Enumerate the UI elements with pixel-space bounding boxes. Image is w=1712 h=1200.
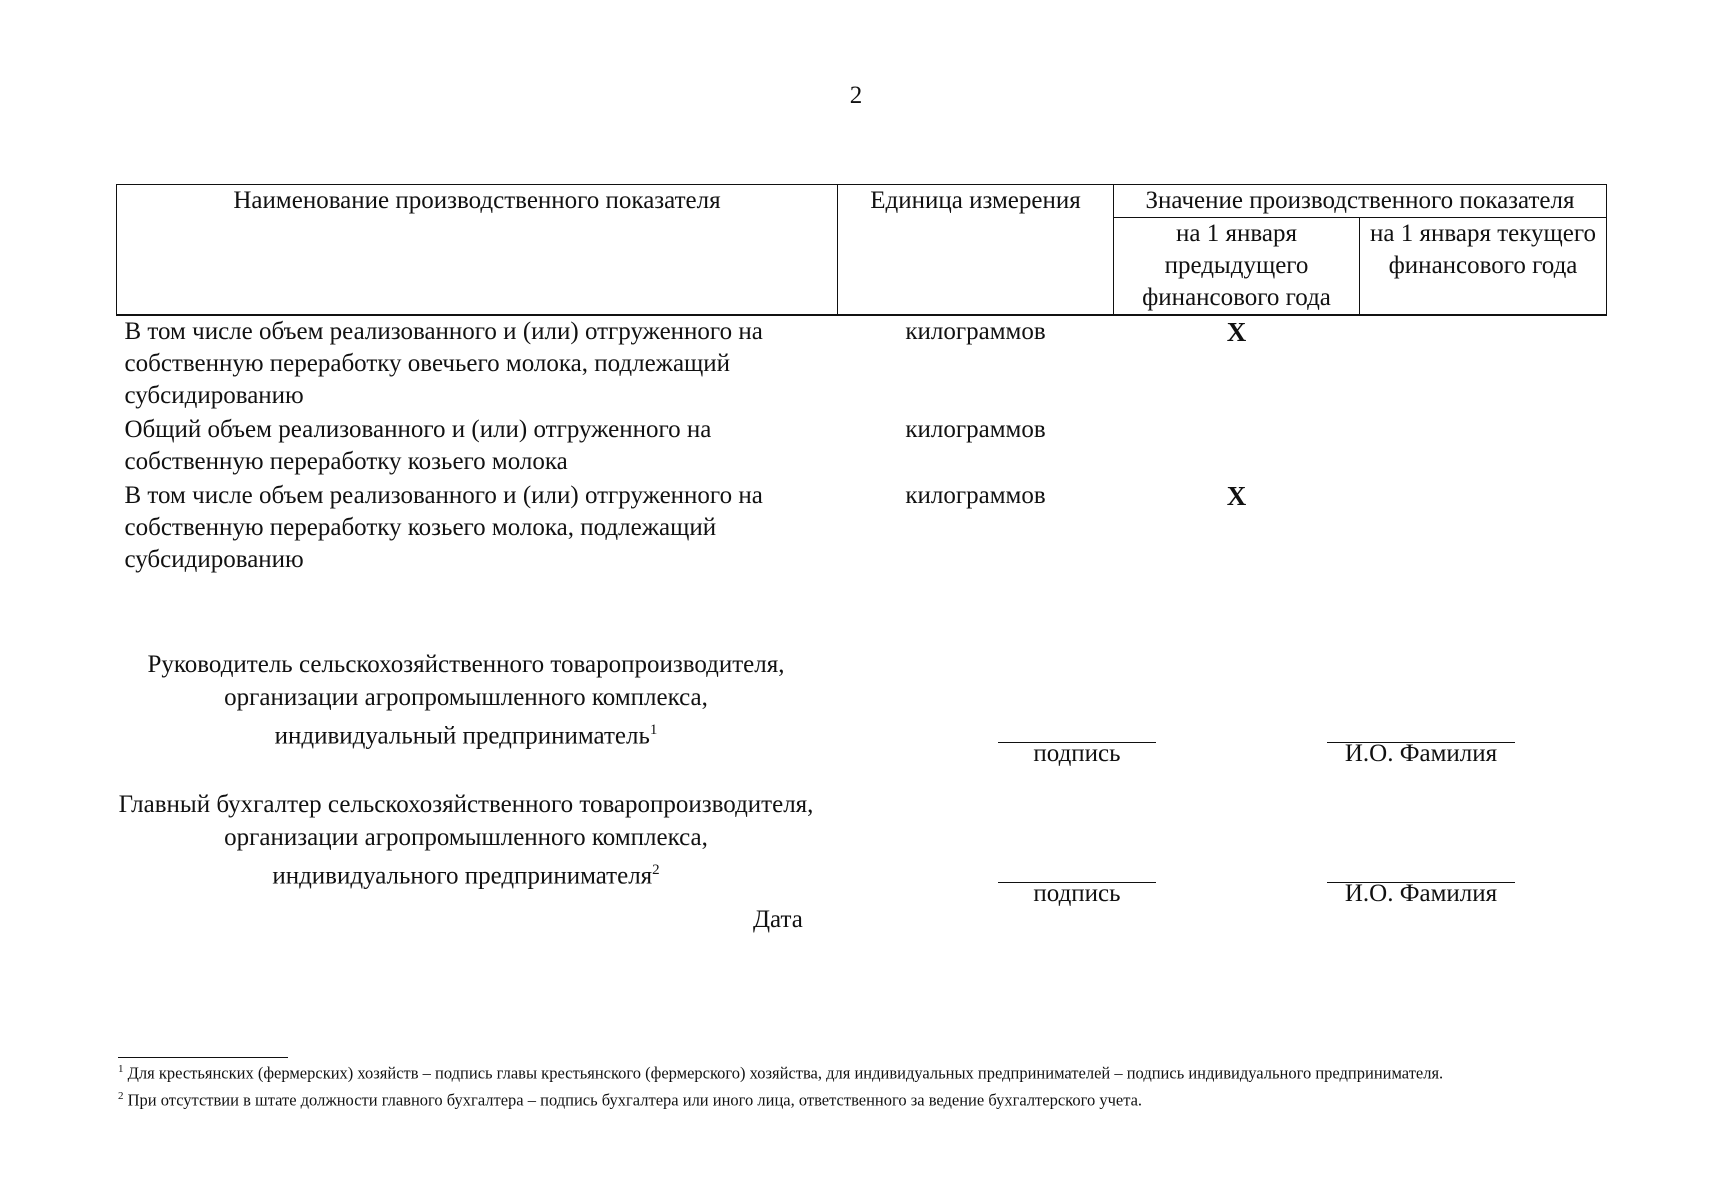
- row-curr-year-value: [1360, 412, 1607, 478]
- row-prev-year-value: Х: [1226, 481, 1247, 511]
- accountant-title-line: индивидуального предпринимателя: [272, 862, 653, 890]
- header-prev-year: на 1 января предыдущего финансового года: [1114, 218, 1360, 316]
- row-curr-year-value: [1360, 315, 1607, 412]
- row-indicator-name: В том числе объем реализованного и (или) отгруженного на собственную переработку козьего молока, подлежащий субсидированию: [124, 482, 763, 573]
- footnote-text: Для крестьянских (фермерских) хозяйств – подпись главы крестьянского (фермерского) хозяйства, для индивидуальных предпринимателей – подпись индивидуального предпринимателя.: [127, 1063, 1444, 1083]
- accountant-title-line: Главный бухгалтер сельскохозяйственного товаропроизводителя,: [118, 791, 814, 818]
- footnote-item: [118, 1085, 1618, 1112]
- footnote-mark: 1: [118, 1063, 124, 1075]
- row-unit: килограммов: [905, 318, 1046, 345]
- footnote-mark: 2: [652, 862, 660, 878]
- row-indicator-name: В том числе объем реализованного и (или) отгруженного на собственную переработку овечьего молока, подлежащий субсидированию: [124, 318, 763, 409]
- accountant-title-line: организации агропромышленного комплекса,: [224, 824, 708, 851]
- header-curr-year: на 1 января текущего финансового года: [1360, 218, 1607, 316]
- header-indicator-name: Наименование производственного показателя: [117, 185, 838, 316]
- row-unit: килограммов: [905, 416, 1046, 443]
- row-unit: килограммов: [905, 482, 1046, 509]
- table-row: [117, 315, 1607, 412]
- head-title-line: Руководитель сельскохозяйственного товаропроизводителя,: [147, 651, 785, 678]
- header-value-group: Значение производственного показателя: [1114, 185, 1607, 218]
- table-row: [117, 412, 1607, 478]
- footnote-item: [118, 1058, 1618, 1085]
- head-title-line: индивидуальный предприниматель: [274, 722, 650, 750]
- header-unit: Единица измерения: [838, 185, 1114, 316]
- footnote-mark: 1: [649, 722, 658, 738]
- head-name-caption: И.О. Фамилия: [1344, 740, 1498, 767]
- row-indicator-name: Общий объем реализованного и (или) отгруженного на собственную переработку козьего молока: [124, 416, 712, 475]
- accountant-signature-caption: подпись: [1033, 880, 1121, 907]
- table-row: [117, 478, 1607, 576]
- indicators-table: [116, 184, 1607, 576]
- accountant-signatory-title: [96, 788, 836, 892]
- date-label: Дата: [753, 906, 803, 933]
- row-prev-year-value: [1114, 412, 1360, 478]
- page-number: 2: [849, 82, 863, 109]
- row-curr-year-value: [1360, 478, 1607, 576]
- footnotes: [118, 1058, 1618, 1111]
- footnote-text: При отсутствии в штате должности главного бухгалтера – подпись бухгалтера или иного лица, ответственного за ведение бухгалтерского учета.: [127, 1090, 1143, 1109]
- footnote-mark: 2: [118, 1089, 124, 1102]
- row-prev-year-value: Х: [1226, 317, 1247, 347]
- head-signature-caption: подпись: [1033, 740, 1121, 767]
- accountant-name-caption: И.О. Фамилия: [1344, 880, 1498, 907]
- head-signatory-title: [116, 648, 816, 752]
- head-title-line: организации агропромышленного комплекса,: [224, 684, 708, 711]
